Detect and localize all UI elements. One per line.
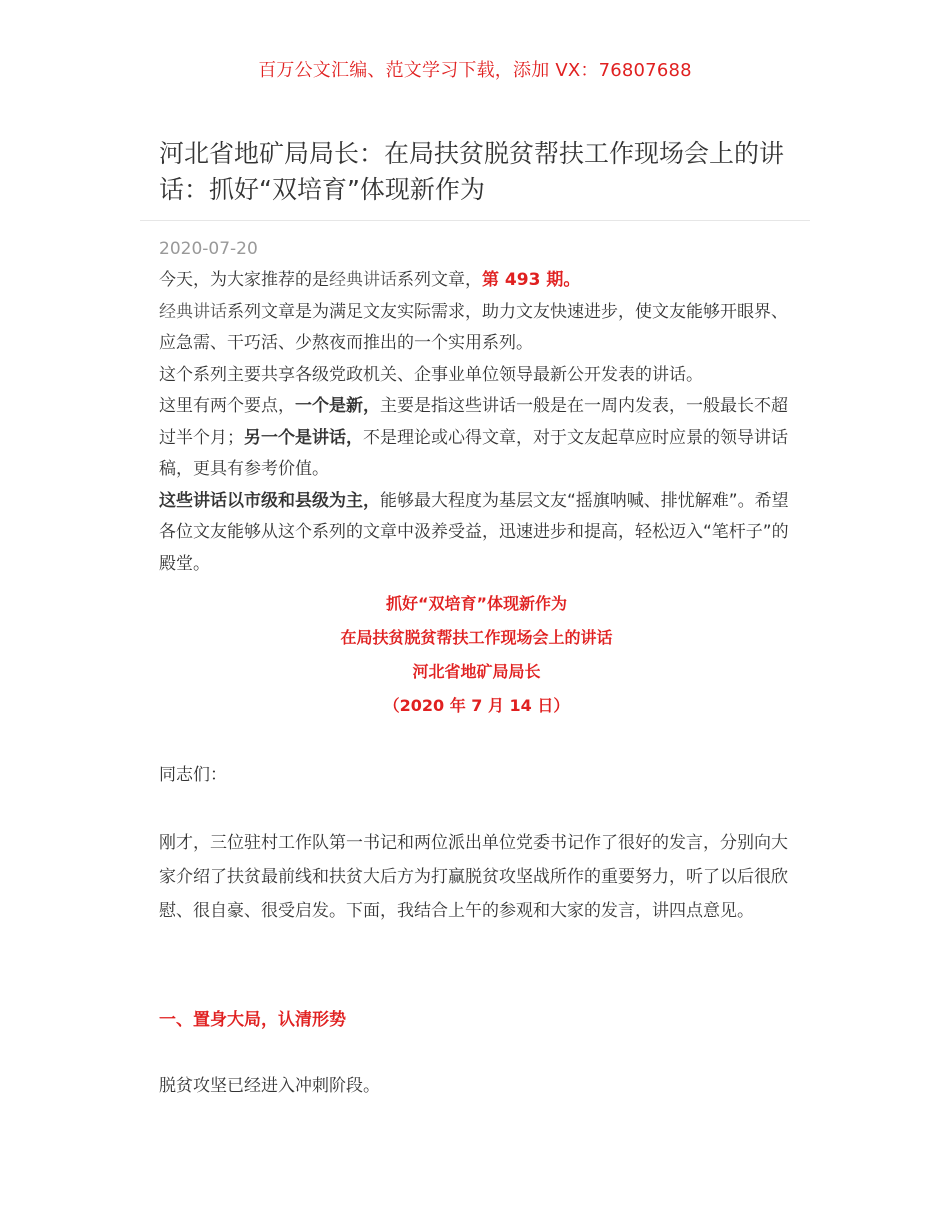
speech-occasion: 在局扶贫脱贫帮扶工作现场会上的讲话 [340,628,613,647]
intro-text: 这里有两个要点， [159,396,295,416]
intro-paragraph [159,297,794,360]
emphasis-text: 一个是新， [295,396,380,416]
article-title: 河北省地矿局局长：在局扶贫脱贫帮扶工作现场会上的讲话：抓好“双培育”体现新作为 [159,139,785,204]
speech-date: （2020 年 7 月 14 日） [383,696,570,715]
intro-paragraph [159,391,794,486]
salutation: 同志们： [159,765,227,785]
intro-paragraph: 这个系列主要共享各级党政机关、企事业单位领导最新公开发表的讲话。 [159,364,703,385]
speech-paragraph: 脱贫攻坚已经进入冲刺阶段。 [159,1076,380,1096]
series-name: 经典讲话 [159,301,227,322]
issue-number: 第 493 期。 [482,270,581,290]
title-divider [140,220,810,221]
emphasis-text: 另一个是讲话， [244,427,363,448]
intro-text: 能够最大程度为基层文友“摇旗呐喊、排忧解难”。希望各位文友能够从这个系列的文章中汲养受益，迅速进步和提高，轻松迈入“笔杆子”的殿堂。 [159,490,789,574]
intro-block [159,265,794,580]
speech-speaker: 河北省地矿局局长 [412,662,541,681]
intro-text: 主要是指这些讲话一般是在一周内发表，一般最长不超过半个月； [159,396,788,448]
section-heading: 一、置身大局，认清形势 [159,1010,346,1030]
intro-text: 系列文章是为满足文友实际需求，助力文友快速进步，使文友能够开眼界、应急需、干巧活、少熬夜而推出的一个实用系列。 [159,301,788,353]
speech-paragraph: 刚才，三位驻村工作队第一书记和两位派出单位党委书记作了很好的发言，分别向大家介绍了扶贫最前线和扶贫大后方为打赢脱贫攻坚战所作的重要努力，听了以后很欣慰、很自豪、很受启发。下面，我结合上午的参观和大家的发言，讲四点意见。 [159,833,788,921]
intro-text: 不是理论或心得文章，对于文友起草应时应景的领导讲话稿，更具有参考价值。 [159,427,788,479]
promo-banner: 百万公文汇编、范文学习下载，添加 VX：76807688 [258,60,692,81]
speech-headline: 抓好“双培育”体现新作为 [385,594,568,613]
series-name: 经典讲话 [329,270,397,290]
intro-text: 今天，为大家推荐的是 [159,270,329,290]
intro-paragraph [159,486,794,581]
publish-date: 2020-07-20 [159,239,258,259]
intro-text: 系列文章， [397,270,482,290]
emphasis-text: 这些讲话以市级和县级为主， [159,490,380,511]
intro-paragraph [159,265,794,297]
